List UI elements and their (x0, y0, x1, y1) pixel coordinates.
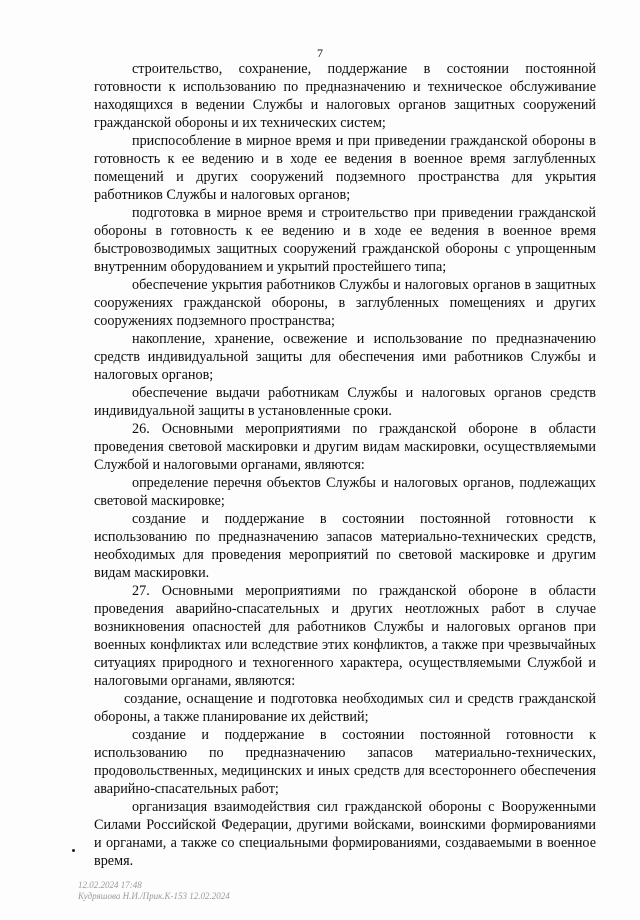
page-number: 7 (317, 46, 323, 60)
paragraph: организация взаимодействия сил гражданской обороны с Вооруженными Силами Российской Федерации, другими войсками, воинскими формированиями и органами, а также со специальными формированиями, создаваемыми в военное время. (94, 799, 596, 869)
margin-dot (72, 849, 75, 852)
paragraph: накопление, хранение, освежение и использование по предназначению средств индивидуальной защиты для обеспечения ими работников Службы и налоговых органов; (94, 331, 596, 383)
paragraph: обеспечение выдачи работникам Службы и налоговых органов средств индивидуальной защиты в установленные сроки. (94, 385, 596, 419)
paragraph: 27. Основными мероприятиями по гражданской обороне в области проведения аварийно-спасательных и других неотложных работ в случае возникновения опасностей для работников Службы и налоговых органов при военных конфликтах или вследствие этих конфликтов, а также при чрезвычайных ситуациях природного и техногенного характера, осуществляемыми Службой и налоговыми органами, являются: (94, 583, 596, 689)
stamp-line-1: 12.02.2024 17:48 (78, 880, 142, 890)
paragraph: обеспечение укрытия работников Службы и налоговых органов в защитных сооружениях гражданской обороны, в заглубленных помещениях и других сооружениях подземного пространства; (94, 277, 596, 329)
paragraph: строительство, сохранение, поддержание в состоянии постоянной готовности к использованию по предназначению и техническое обслуживание находящихся в ведении Службы и налоговых органов защитных сооружений гражданской обороны и их технических систем; (94, 61, 596, 131)
paragraph: 26. Основными мероприятиями по гражданской обороне в области проведения световой маскировки и другим видам маскировки, осуществляемыми Службой и налоговыми органами, являются: (94, 421, 596, 473)
paragraph: определение перечня объектов Службы и налоговых органов, подлежащих световой маскировке; (94, 475, 596, 509)
paragraph: подготовка в мирное время и строительство при приведении гражданской обороны в готовность к ее ведению и в ходе ее ведения в военное время быстровозводимых защитных сооружений гражданской обороны с упрощенным внутренним оборудованием и укрытий простейшего типа; (94, 205, 596, 275)
paragraph: создание и поддержание в состоянии постоянной готовности к использованию по предназначению запасов материально-технических, продовольственных, медицинских и иных средств для всестороннего обеспечения аварийно-спасательных работ; (94, 727, 596, 797)
paragraph: создание и поддержание в состоянии постоянной готовности к использованию по предназначению запасов материально-технических средств, необходимых для проведения мероприятий по световой маскировке и другим видам маскировки. (94, 511, 596, 581)
paragraph: создание, оснащение и подготовка необходимых сил и средств гражданской обороны, а также планирование их действий; (94, 691, 596, 725)
document-body (94, 60, 596, 870)
registration-stamp (78, 880, 230, 902)
paragraph: приспособление в мирное время и при приведении гражданской обороны в готовность к ее ведению и в ходе ее ведения в военное время заглубленных помещений и других сооружений подземного пространства для укрытия работников Службы и налоговых органов; (94, 133, 596, 203)
stamp-line-2: Кудряшова Н.И./Прик.К-153 12.02.2024 (78, 891, 230, 901)
